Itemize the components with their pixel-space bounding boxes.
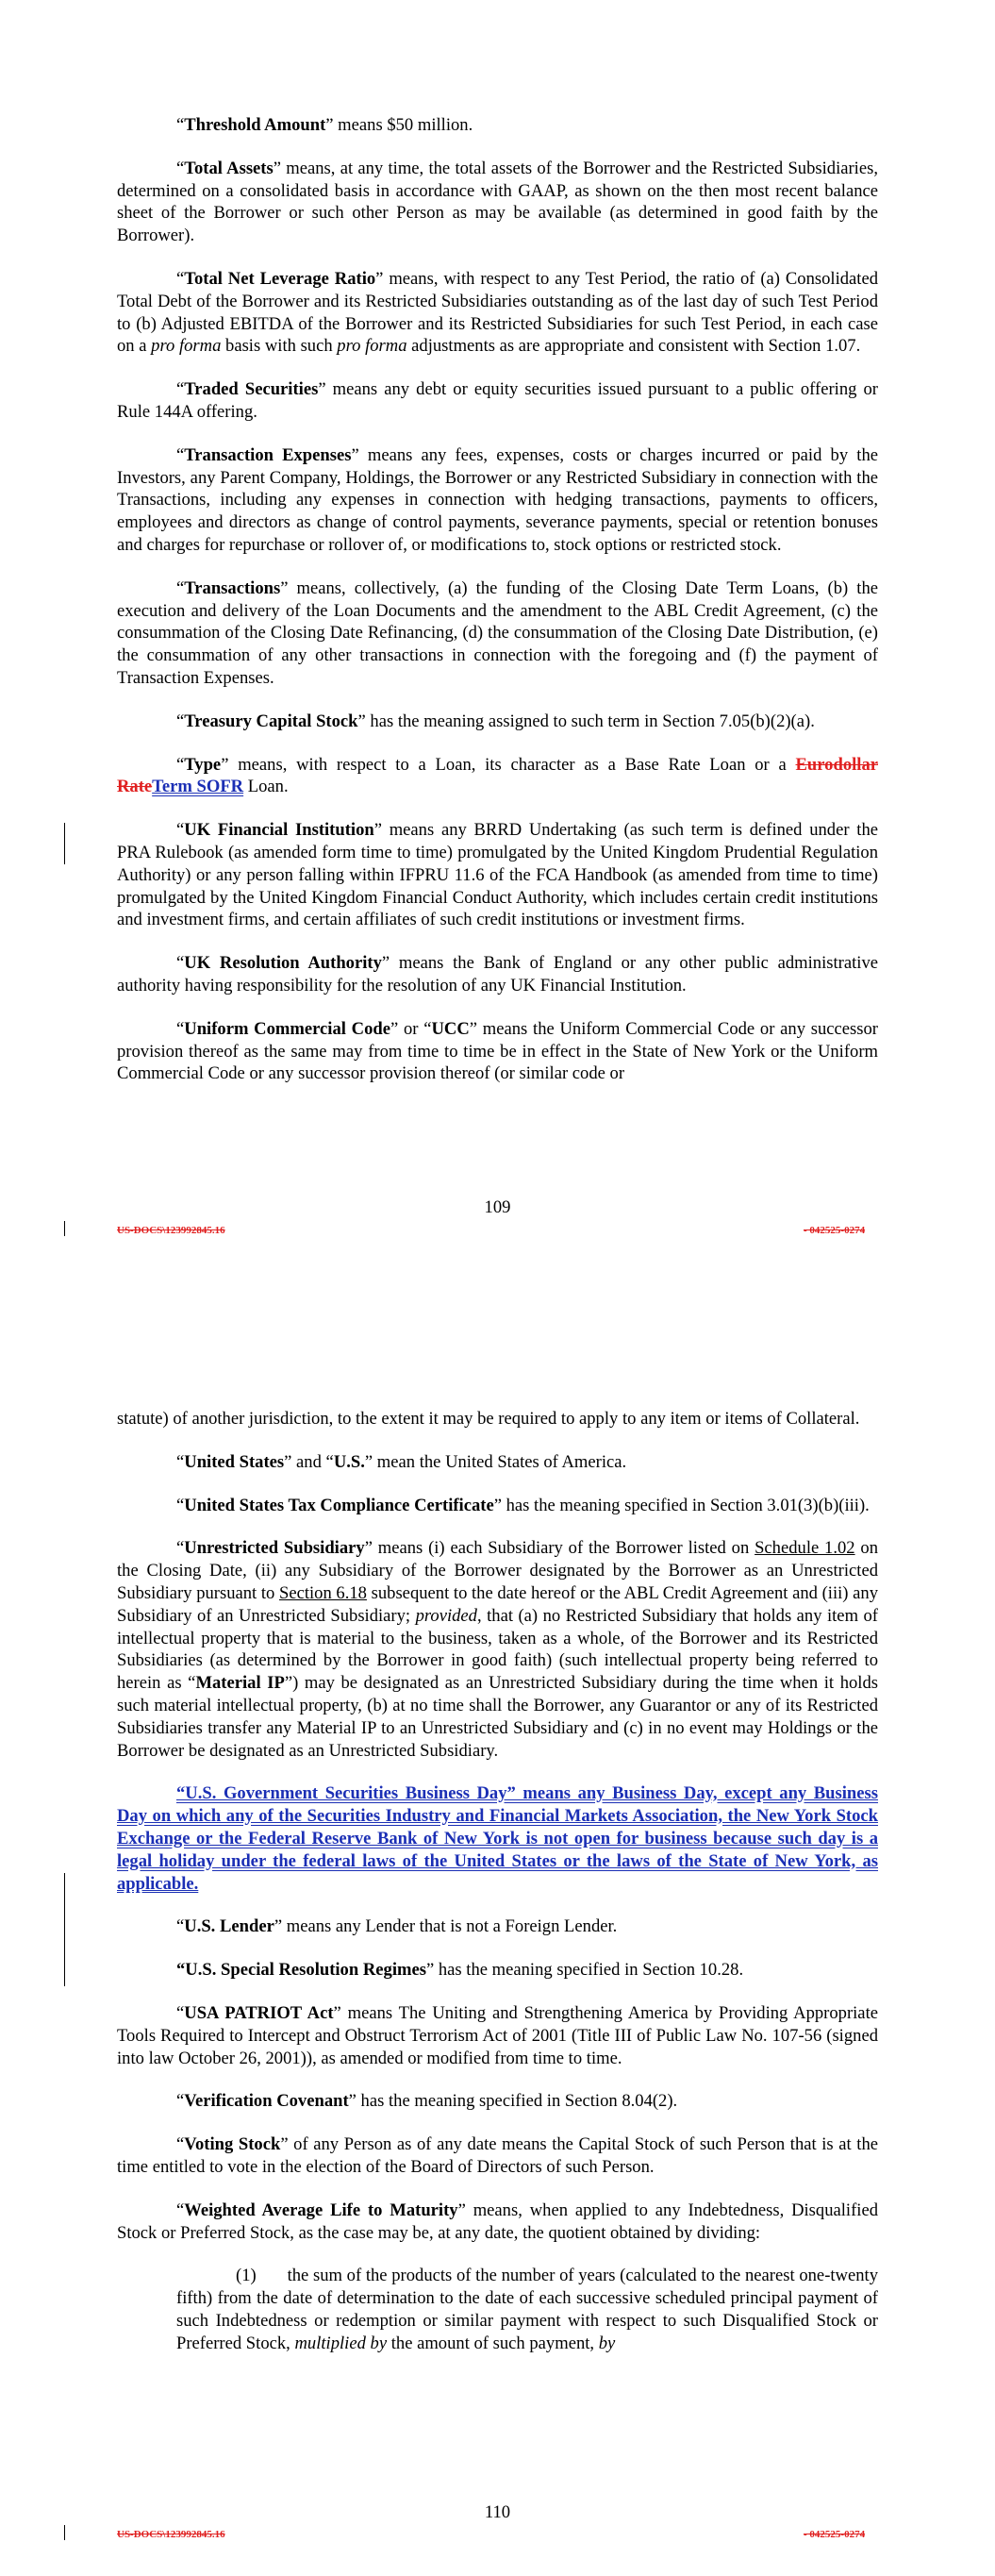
term-uk-financial-institution: UK Financial Institution bbox=[184, 820, 374, 841]
term-transaction-expenses: Transaction Expenses bbox=[184, 444, 352, 465]
def-type: “Type” means, with respect to a Loan, its character as a Base Rate Loan or a Eurodollar RateTerm SOFR Loan. bbox=[117, 754, 878, 797]
term-transactions: Transactions bbox=[184, 577, 281, 598]
page-109 bbox=[0, 0, 995, 1264]
def-uk-resolution-authority: “UK Resolution Authority” means the Bank of England or any other public administrative authority having responsibility for the resolution of any UK Financial Institution. bbox=[117, 953, 878, 995]
term-us-tax-compliance-certificate: United States Tax Compliance Certificate bbox=[184, 1495, 494, 1515]
term-total-assets: Total Assets bbox=[184, 158, 274, 178]
page-110 bbox=[0, 1397, 995, 2576]
term-treasury-capital-stock: Treasury Capital Stock bbox=[184, 711, 358, 731]
def-voting-stock: “Voting Stock” of any Person as of any date means the Capital Stock of such Person that is at the time entitled to vote in the election of the Board of Directors of such Person. bbox=[117, 2134, 878, 2177]
term-us-lender: U.S. Lender bbox=[184, 1916, 274, 1937]
deleted-text: Eurodollar Rate bbox=[117, 754, 878, 797]
def-usa-patriot-act: “USA PATRIOT Act” means The Uniting and Strengthening America by Providing Appropriate Tools Required to Intercept and Obstruct Terrorism Act of 2001 (Title III of Public Law No. 107-56 (signed into law October 26, 2001)), as amended or modified from time to time. bbox=[117, 2002, 878, 2068]
def-us-government-securities-business-day: “U.S. Government Securities Business Day” means any Business Day, except any Business Day on which any of the Securities Industry and Financial Markets Association, the New York Stock Exchange or the Federal Reserve Bank of New York is not open for business because such day is a legal holiday under the federal laws of the United States or the laws of the State of New York, as applicable. bbox=[117, 1783, 878, 1894]
term-type: Type bbox=[184, 754, 222, 775]
change-bar bbox=[64, 1873, 65, 1986]
def-us-special-resolution-regimes: “U.S. Special Resolution Regimes” has the meaning specified in Section 10.28. bbox=[176, 1960, 744, 1981]
def-total-net-leverage-ratio: “Total Net Leverage Ratio” means, with respect to any Test Period, the ratio of (a) Consolidated Total Debt of the Borrower and its Restricted Subsidiaries outstanding as of the last day of such Test Period to (b) Adjusted EBITDA of the Borrower and its Restricted Subsidiaries for such Test Period, in each case on a pro forma basis with such pro forma adjustments as are appropriate and consistent with Section 1.07. bbox=[117, 268, 878, 357]
page-110-body bbox=[117, 1408, 878, 2376]
def-treasury-capital-stock: “Treasury Capital Stock” has the meaning assigned to such term in Section 7.05(b)(2)(a). bbox=[176, 711, 815, 731]
term-threshold-amount: Threshold Amount bbox=[184, 115, 326, 135]
change-bar bbox=[64, 2525, 65, 2540]
change-bar bbox=[64, 823, 65, 864]
def-united-states: “United States” and “U.S.” mean the United States of America. bbox=[176, 1451, 627, 1472]
term-ucc: UCC bbox=[431, 1018, 470, 1039]
page-109-body bbox=[117, 114, 878, 1106]
def-uniform-commercial-code: “Uniform Commercial Code” or “UCC” means the Uniform Commercial Code or any successor provision thereof as the same may from time to time be in effect in the State of New York or the Uniform Commercial Code or any successor provision thereof (or similar code or bbox=[117, 1018, 878, 1084]
def-us-tax-compliance-certificate: “United States Tax Compliance Certificate” has the meaning specified in Section 3.01(3)(b)(iii). bbox=[176, 1495, 870, 1515]
def-transactions: “Transactions” means, collectively, (a) the funding of the Closing Date Term Loans, (b) the execution and delivery of the Loan Documents and the amendment to the ABL Credit Agreement, (c) the consummation of the Closing Date Refinancing, (d) the consummation of the Closing Date Distribution, (e) the consummation of any other transactions in connection with the foregoing and (f) the payment of Transaction Expenses. bbox=[117, 577, 878, 688]
term-voting-stock: Voting Stock bbox=[184, 2134, 281, 2155]
def-total-assets: “Total Assets” means, at any time, the total assets of the Borrower and the Restricted Subsidiaries, determined on a consolidated basis in accordance with GAAP, as shown on the then most recent balance sheet of the Borrower or such other Person as may be available (as determined in good faith by the Borrower). bbox=[117, 158, 878, 246]
footer-matter-id: - 042525-0274 bbox=[804, 1225, 866, 1236]
def-transaction-expenses: “Transaction Expenses” means any fees, expenses, costs or charges incurred or paid by the Investors, any Parent Company, Holdings, the Borrower or any Restricted Subsidiary in connection with the Transactions, including any expenses in connection with hedging transactions, payments to officers, employees and directors as change of control payments, severance payments, special or retention bonuses and charges for repurchase or rollover of, or modifications to, stock options or restricted stock. bbox=[117, 444, 878, 555]
term-uniform-commercial-code: Uniform Commercial Code bbox=[184, 1018, 390, 1039]
section-reference: Section 6.18 bbox=[279, 1582, 367, 1603]
term-weighted-average-life: Weighted Average Life to Maturity bbox=[184, 2200, 458, 2220]
footer-doc-id: US-DOCS\123992845.16 bbox=[117, 1225, 225, 1236]
term-us-special-resolution-regimes: U.S. Special Resolution Regimes bbox=[185, 1960, 426, 1981]
def-us-lender: “U.S. Lender” means any Lender that is not a Foreign Lender. bbox=[176, 1916, 618, 1937]
term-verification-covenant: Verification Covenant bbox=[184, 2091, 349, 2112]
continued-text: statute) of another jurisdiction, to the extent it may be required to apply to any item or items of Collateral. bbox=[117, 1409, 860, 1429]
term-us: U.S. bbox=[333, 1451, 365, 1472]
term-uk-resolution-authority: UK Resolution Authority bbox=[184, 953, 382, 974]
schedule-reference: Schedule 1.02 bbox=[755, 1538, 855, 1559]
page-number: 110 bbox=[484, 2502, 511, 2522]
inserted-text: Term SOFR bbox=[152, 777, 244, 797]
footer-doc-id: US-DOCS\123992845.16 bbox=[117, 2529, 225, 2540]
term-tnlr: Total Net Leverage Ratio bbox=[184, 268, 376, 289]
def-threshold-amount: “Threshold Amount” means $50 million. bbox=[176, 115, 473, 135]
def-weighted-average-life: “Weighted Average Life to Maturity” means, when applied to any Indebtedness, Disqualified Stock or Preferred Stock, as the case may be, at any date, the quotient obtained by dividing: bbox=[117, 2200, 878, 2243]
def-verification-covenant: “Verification Covenant” has the meaning specified in Section 8.04(2). bbox=[176, 2091, 678, 2112]
footer-matter-id: - 042525-0274 bbox=[804, 2529, 866, 2540]
def-traded-securities: “Traded Securities” means any debt or equity securities issued pursuant to a public offering or Rule 144A offering. bbox=[117, 379, 878, 422]
page-number: 109 bbox=[484, 1197, 511, 1217]
term-usa-patriot-act: USA PATRIOT Act bbox=[184, 2002, 334, 2023]
term-unrestricted-subsidiary: Unrestricted Subsidiary bbox=[184, 1538, 365, 1559]
def-unrestricted-subsidiary: “Unrestricted Subsidiary” means (i) each Subsidiary of the Borrower listed on Schedule 1.02 on the Closing Date, (ii) any Subsidiary of the Borrower designated by the Borrower as an Unrestricted Subsidiary pursuant to Section 6.18 subsequent to the date hereof or the ABL Credit Agreement and (iii) any Subsidiary of an Unrestricted Subsidiary; provided, that (a) no Restricted Subsidiary that holds any item of intellectual property that is material to the business, taken as a whole, of the Borrower and its Restricted Subsidiaries (as determined by the Borrower in good faith) (such intellectual property being referred to herein as “Material IP”) may be designated as an Unrestricted Subsidiary during the time when it holds such material intellectual property, (b) at no time shall the Borrower, any Guarantor or any of its Restricted Subsidiaries transfer any Material IP to an Unrestricted Subsidiary and (c) in no event may Holdings or the Borrower be designated as an Unrestricted Subsidiary. bbox=[117, 1538, 879, 1761]
def-uk-financial-institution: “UK Financial Institution” means any BRRD Undertaking (as such term is defined under the PRA Rulebook (as amended form time to time) promulgated by the United Kingdom Prudential Regulation Authority) or any person falling within IFPRU 11.6 of the FCA Handbook (as amended from time to time) promulgated by the United Kingdom Financial Conduct Authority, which includes certain credit institutions and investment firms, and certain affiliates of such credit institutions or investment firms. bbox=[117, 820, 878, 930]
term-traded-securities: Traded Securities bbox=[184, 379, 319, 400]
list-item-1: (1) the sum of the products of the number of years (calculated to the nearest one-twenty fifth) from the date of determination to the date of each successive scheduled principal payment of such Indebtedness or redemption or similar payment with respect to such Disqualified Stock or Preferred Stock, multiplied by the amount of such payment, by bbox=[176, 2266, 878, 2353]
change-bar bbox=[64, 1221, 65, 1236]
term-united-states: United States bbox=[184, 1451, 285, 1472]
